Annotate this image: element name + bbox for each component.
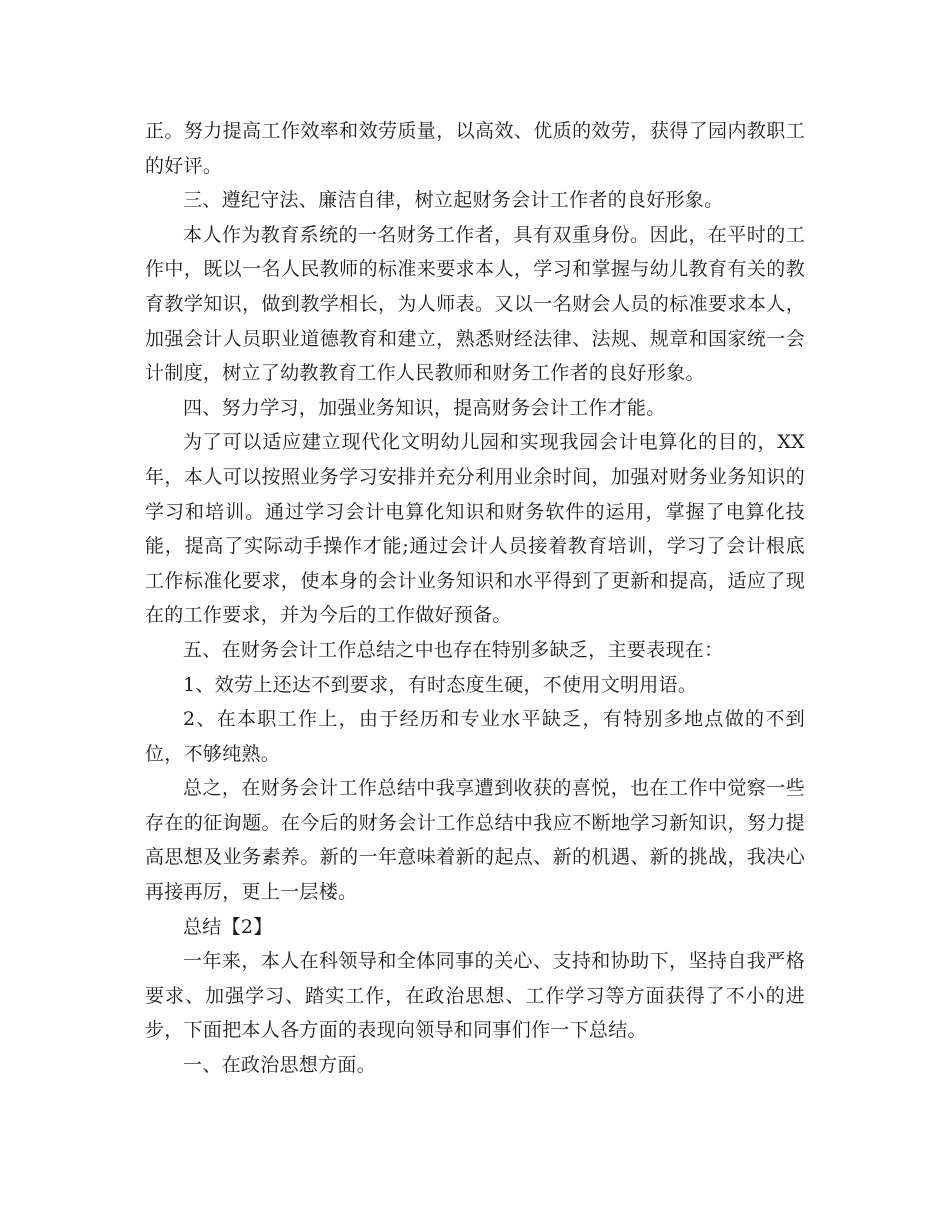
section-heading-politics: 一、在政治思想方面。	[183, 1054, 377, 1077]
paragraph-year-overview: 一年来，本人在科领导和全体同事的关心、支持和协助下，坚持自我严格要求、加强学习、踏实工作，在政治思想、工作学习等方面获得了不小的进步，下面把本人各方面的表现向领导和同事们作一下总结。	[145, 950, 805, 1042]
section-heading-three: 三、遵纪守法、廉洁自律，树立起财务会计工作者的良好形象。	[183, 189, 724, 212]
document-body	[145, 114, 805, 1083]
section-heading-four: 四、努力学习，加强业务知识，提高财务会计工作才能。	[183, 396, 666, 419]
list-item-shortcoming-2: 2、在本职工作上，由于经历和专业水平缺乏，有特别多地点做的不到位，不够纯熟。	[145, 708, 805, 765]
section-heading-five: 五、在财务会计工作总结之中也存在特别多缺乏，主要表现在：	[183, 638, 724, 661]
paragraph-continuation: 正。努力提高工作效率和效劳质量，以高效、优质的效劳，获得了园内教职工的好评。	[145, 120, 805, 177]
summary-heading-2: 总结【2】	[183, 915, 273, 938]
list-item-shortcoming-1: 1、效劳上还达不到要求，有时态度生硬，不使用文明用语。	[183, 673, 698, 696]
paragraph-conclusion: 总之，在财务会计工作总结中我享遭到收获的喜悦，也在工作中觉察一些存在的征询题。在今后的财务会计工作总结中我应不断地学习新知识，努力提高思想及业务素养。新的一年意味着新的起点、新的机遇、新的挑战，我决心再接再厉，更上一层楼。	[145, 777, 805, 904]
paragraph-study-training: 为了可以适应建立现代化文明幼儿园和实现我园会计电算化的目的，XX年，本人可以按照业务学习安排并充分利用业余时间，加强对财务业务知识的学习和培训。通过学习会计电算化知识和财务软件的运用，掌握了电算化技能，提高了实际动手操作才能;通过会计人员接着教育培训，学习了会计根底工作标准化要求，使本身的会计业务知识和水平得到了更新和提高，适应了现在的工作要求，并为今后的工作做好预备。	[145, 431, 805, 627]
paragraph-dual-identity: 本人作为教育系统的一名财务工作者，具有双重身份。因此，在平时的工作中，既以一名人民教师的标准来要求本人，学习和掌握与幼儿教育有关的教育教学知识，做到教学相长，为人师表。又以一名财会人员的标准要求本人，加强会计人员职业道德教育和建立，熟悉财经法律、法规、规章和国家统一会计制度，树立了幼教教育工作人民教师和财务工作者的良好形象。	[145, 223, 805, 385]
